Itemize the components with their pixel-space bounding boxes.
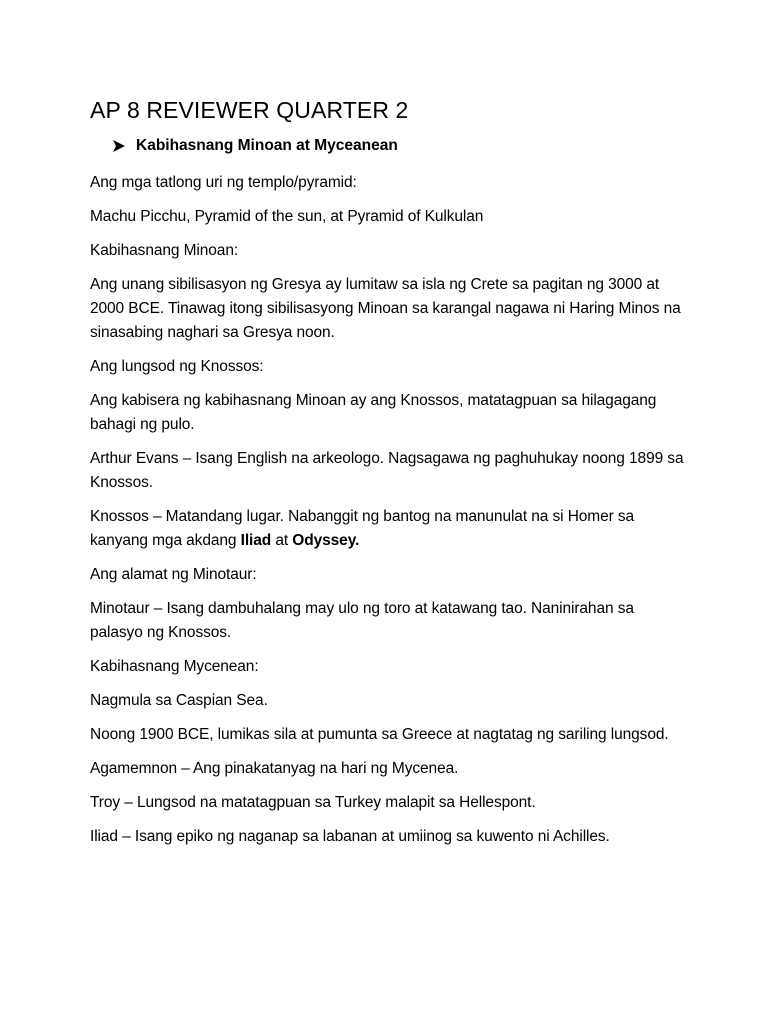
paragraph-mycenean-heading: Kabihasnang Mycenean:: [90, 658, 259, 675]
knossos-text-middle: at: [271, 532, 293, 549]
paragraph-caspian-sea: Nagmula sa Caspian Sea.: [90, 692, 268, 709]
knossos-text-before: Knossos – Matandang lugar. Nabanggit ng bantog na manunulat na si Homer sa kanyang mga akdang: [90, 508, 635, 549]
section-heading-text: Kabihasnang Minoan at Myceanean: [136, 137, 398, 154]
paragraph-temples-list: Machu Picchu, Pyramid of the sun, at Pyramid of Kulkulan: [90, 208, 484, 225]
paragraph-iliad: Iliad – Isang epiko ng naganap sa labanan at umiinog sa kuwento ni Achilles.: [90, 828, 610, 845]
paragraph-troy: Troy – Lungsod na matatagpuan sa Turkey malapit sa Hellespont.: [90, 794, 536, 811]
section-heading: [112, 135, 690, 157]
document-page: [90, 96, 690, 859]
iliad-title: Iliad: [240, 532, 272, 549]
paragraph-knossos-capital: Ang kabisera ng kabihasnang Minoan ay ang Knossos, matatagpuan sa hilagagang bahagi ng pulo.: [90, 392, 657, 433]
odyssey-title: Odyssey.: [292, 532, 360, 549]
paragraph-minoan-heading: Kabihasnang Minoan:: [90, 242, 239, 259]
paragraph-minoan-body: Ang unang sibilisasyon ng Gresya ay lumitaw sa isla ng Crete sa pagitan ng 3000 at 2000 BCE. Tinawag itong sibilisasyong Minoan sa karangal nagawa ni Haring Minos na sinasabing naghari sa Gresya noon.: [90, 276, 681, 341]
arrowhead-bullet-icon: [112, 139, 126, 153]
document-title: AP 8 REVIEWER QUARTER 2: [90, 97, 409, 123]
paragraph-temples-heading: Ang mga tatlong uri ng templo/pyramid:: [90, 174, 357, 191]
paragraph-minotaur-body: Minotaur – Isang dambuhalang may ulo ng toro at katawang tao. Naninirahan sa palasyo ng Knossos.: [90, 600, 634, 641]
paragraph-1900-bce: Noong 1900 BCE, lumikas sila at pumunta sa Greece at nagtatag ng sariling lungsod.: [90, 726, 669, 743]
paragraph-knossos-homer: [90, 505, 690, 553]
paragraph-knossos-heading: Ang lungsod ng Knossos:: [90, 358, 264, 375]
paragraph-arthur-evans: Arthur Evans – Isang English na arkeologo. Nagsagawa ng paghuhukay noong 1899 sa Knossos.: [90, 450, 684, 491]
paragraph-agamemnon: Agamemnon – Ang pinakatanyag na hari ng Mycenea.: [90, 760, 459, 777]
paragraph-minotaur-heading: Ang alamat ng Minotaur:: [90, 566, 257, 583]
